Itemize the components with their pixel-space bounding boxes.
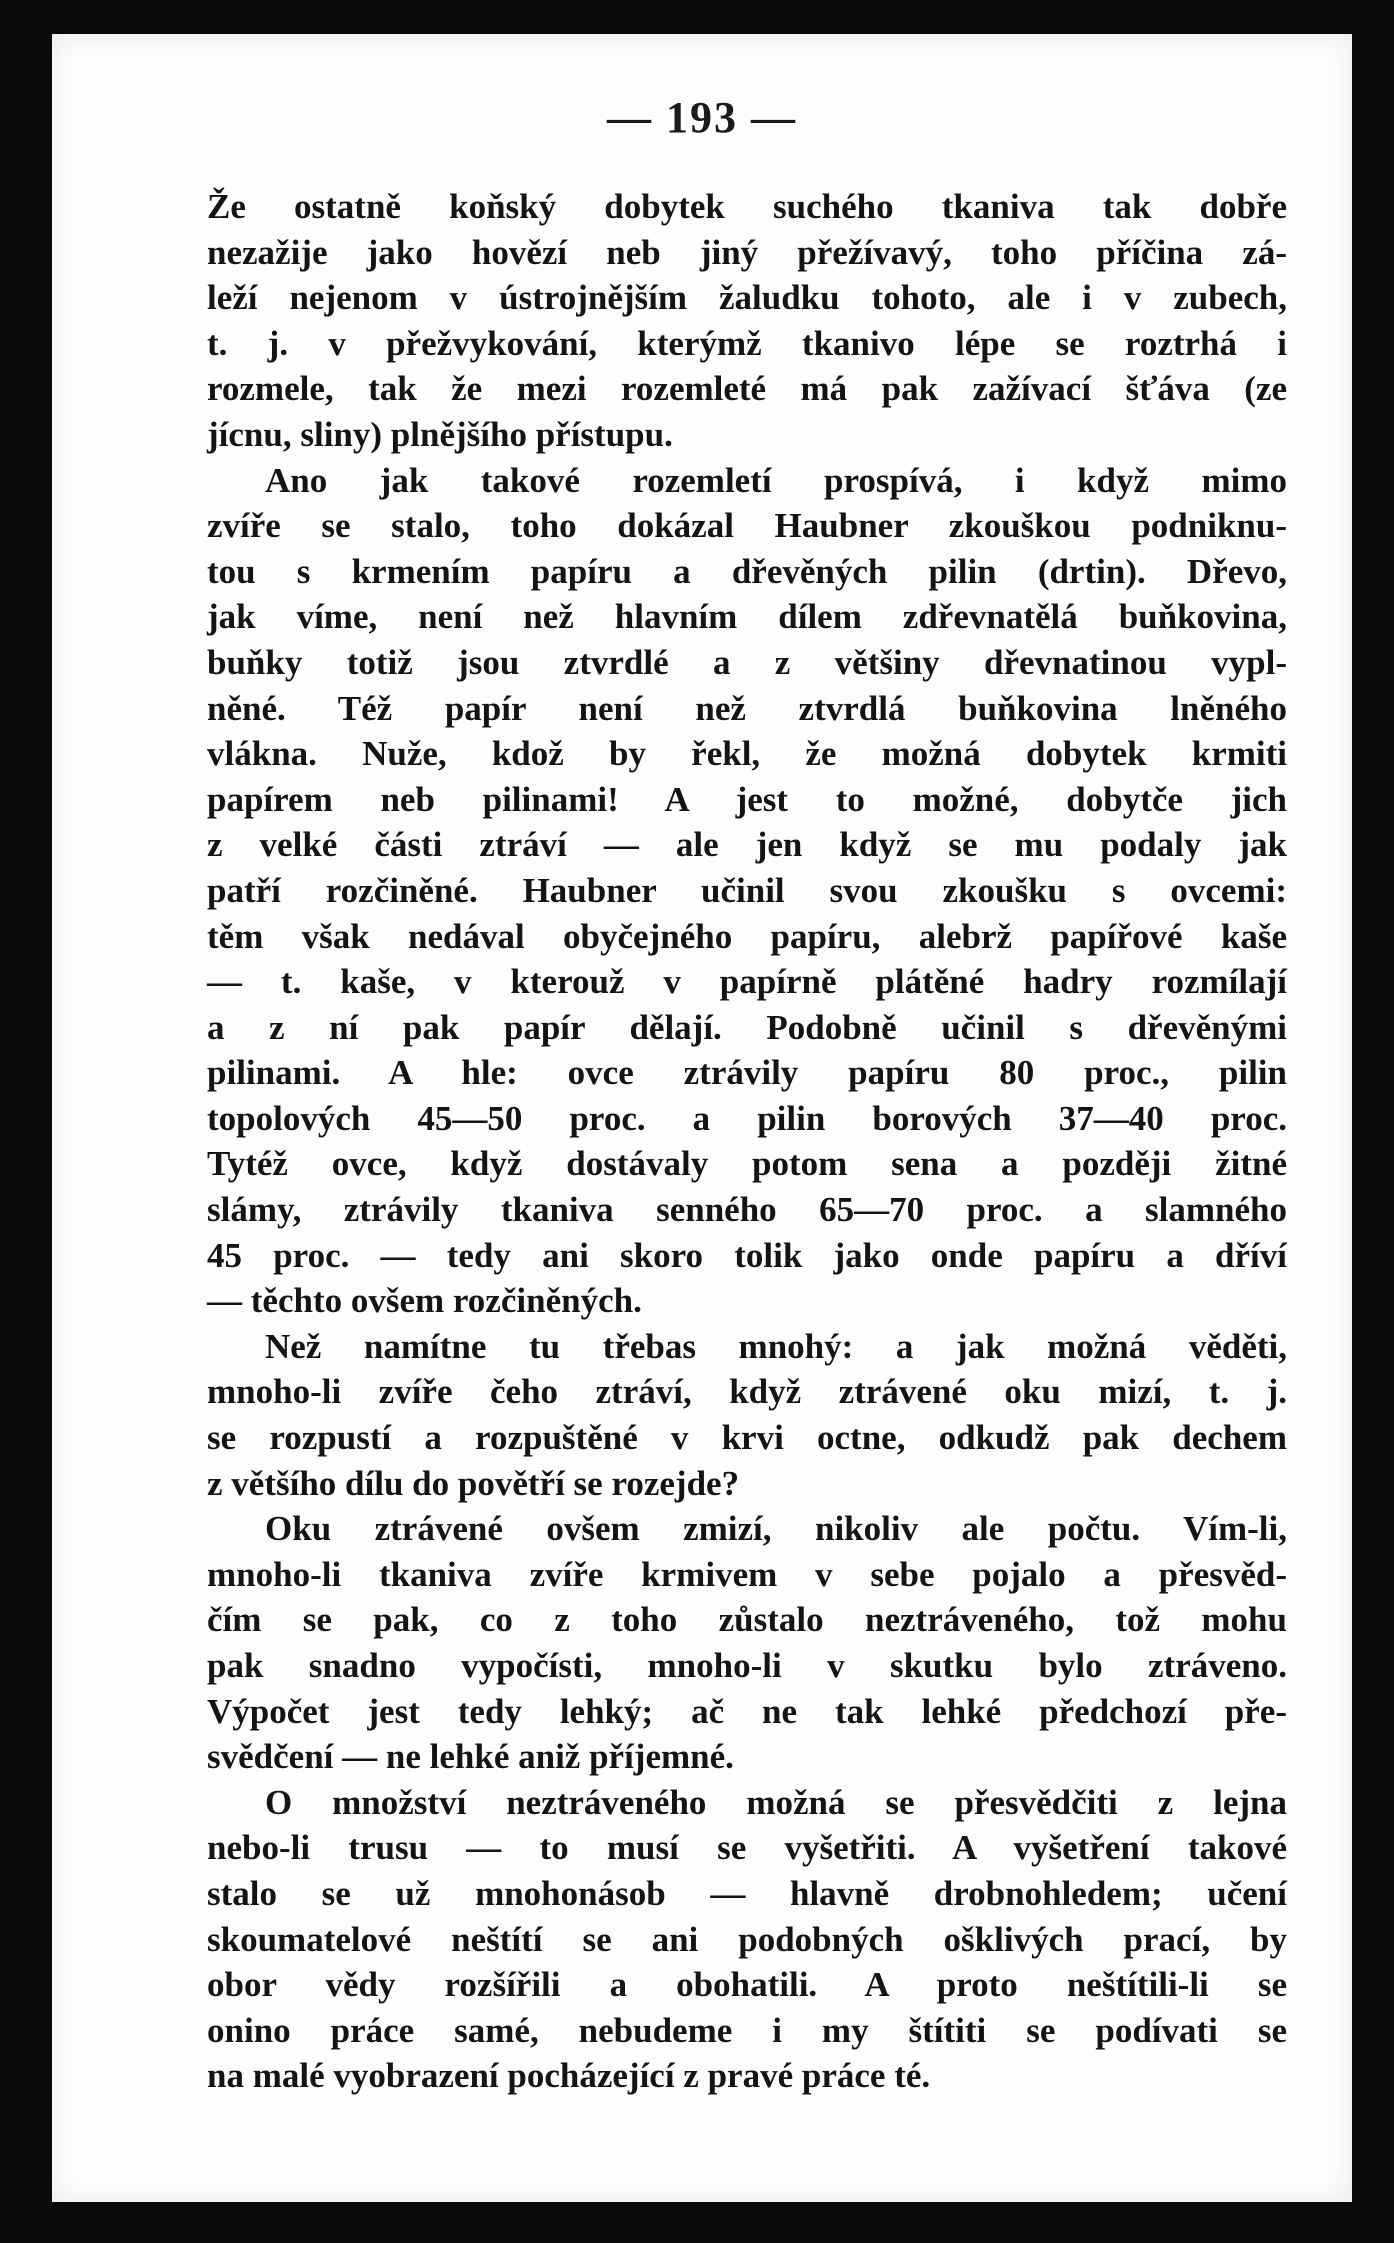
text-line: a z ní pak papír dělají. Podobně učinil s dřevěnými bbox=[207, 1007, 1287, 1047]
text-line: něné. Též papír není než ztvrdlá buňkovina lněného bbox=[207, 688, 1287, 728]
text-line: topolových 45—50 proc. a pilin borových 37—40 proc. bbox=[207, 1098, 1287, 1138]
text-line: buňky totiž jsou ztvrdlé a z většiny dřevnatinou vypl- bbox=[207, 642, 1287, 682]
text-line: stalo se už mnohonásob — hlavně drobnohledem; učení bbox=[207, 1873, 1287, 1913]
text-line: tou s krmením papíru a dřevěných pilin (drtin). Dřevo, bbox=[207, 551, 1287, 591]
text-line: papírem neb pilinami! A jest to možné, dobytče jich bbox=[207, 779, 1287, 819]
text-line: pilinami. A hle: ovce ztrávily papíru 80 proc., pilin bbox=[207, 1053, 1287, 1093]
text-line: slámy, ztrávily tkaniva senného 65—70 proc. a slamného bbox=[207, 1190, 1287, 1230]
text-line: O množství neztráveného možná se přesvědčiti z lejna bbox=[265, 1782, 1287, 1822]
text-line: onino práce samé, nebudeme i my štítiti se podívati se bbox=[207, 2010, 1287, 2050]
page-number: — 193 — bbox=[607, 93, 797, 142]
text-line: Ano jak takové rozemletí prospívá, i když mimo bbox=[265, 460, 1287, 500]
book-page bbox=[52, 34, 1352, 2202]
text-line: mnoho-li zvíře čeho ztráví, když ztrávené oku mizí, t. j. bbox=[207, 1372, 1287, 1412]
text-line: vlákna. Nuže, kdož by řekl, že možná dobytek krmiti bbox=[207, 734, 1287, 774]
text-line: — t. kaše, v kterouž v papírně plátěné hadry rozmílají bbox=[207, 962, 1287, 1002]
text-line: zvíře se stalo, toho dokázal Haubner zkouškou podniknu- bbox=[207, 506, 1287, 546]
text-line: Že ostatně koňský dobytek suchého tkaniva tak dobře bbox=[207, 187, 1287, 226]
text-line: na malé vyobrazení pocházející z pravé práce té. bbox=[207, 2056, 931, 2096]
text-line: Tytéž ovce, když dostávaly potom sena a později žitné bbox=[207, 1144, 1287, 1184]
text-line: Oku ztrávené ovšem zmizí, nikoliv ale počtu. Vím-li, bbox=[265, 1509, 1287, 1549]
text-line: patří rozčiněné. Haubner učinil svou zkoušku s ovcemi: bbox=[207, 870, 1287, 910]
text-line: leží nejenom v ústrojnějším žaludku tohoto, ale i v zubech, bbox=[207, 278, 1287, 318]
text-line: se rozpustí a rozpuštěné v krvi octne, odkudž pak dechem bbox=[207, 1418, 1287, 1458]
text-line: jícnu, sliny) plnějšího přístupu. bbox=[207, 414, 673, 454]
text-line: 45 proc. — tedy ani skoro tolik jako onde papíru a dříví bbox=[207, 1235, 1287, 1275]
text-line: nezažije jako hovězí neb jiný přežívavý, toho příčina zá- bbox=[207, 232, 1287, 272]
text-line: rozmele, tak že mezi rozemleté má pak zažívací šťáva (ze bbox=[207, 369, 1287, 409]
text-line: skoumatelové neštítí se ani podobných ošklivých prací, by bbox=[207, 1919, 1287, 1959]
text-line: Výpočet jest tedy lehký; ač ne tak lehké předchozí pře- bbox=[207, 1691, 1287, 1731]
text-line: t. j. v přežvykování, kterýmž tkanivo lépe se roztrhá i bbox=[207, 323, 1287, 363]
text-line: z většího dílu do povětří se rozejde? bbox=[207, 1463, 740, 1503]
text-line: jak víme, není než hlavním dílem zdřevnatělá buňkovina, bbox=[207, 597, 1287, 637]
text-line: svědčení — ne lehké aniž příjemné. bbox=[207, 1737, 734, 1777]
text-line: z velké části ztráví — ale jen když se mu podaly jak bbox=[207, 825, 1287, 865]
text-line: pak snadno vypočísti, mnoho-li v skutku bylo ztráveno. bbox=[207, 1646, 1287, 1685]
text-line: čím se pak, co z toho zůstalo neztráveného, tož mohu bbox=[207, 1600, 1287, 1640]
text-line: obor vědy rozšířili a obohatili. A proto neštítili-li se bbox=[207, 1965, 1287, 2005]
text-line: — těchto ovšem rozčiněných. bbox=[207, 1281, 642, 1321]
text-line: nebo-li trusu — to musí se vyšetřiti. A vyšetření takové bbox=[207, 1828, 1287, 1868]
text-line: mnoho-li tkaniva zvíře krmivem v sebe pojalo a přesvěd- bbox=[207, 1554, 1287, 1594]
text-line: těm však nedával obyčejného papíru, alebrž papířové kaše bbox=[207, 916, 1287, 956]
body-text bbox=[207, 184, 1287, 2099]
text-line: Než namítne tu třebas mnohý: a jak možná věděti, bbox=[265, 1326, 1287, 1366]
